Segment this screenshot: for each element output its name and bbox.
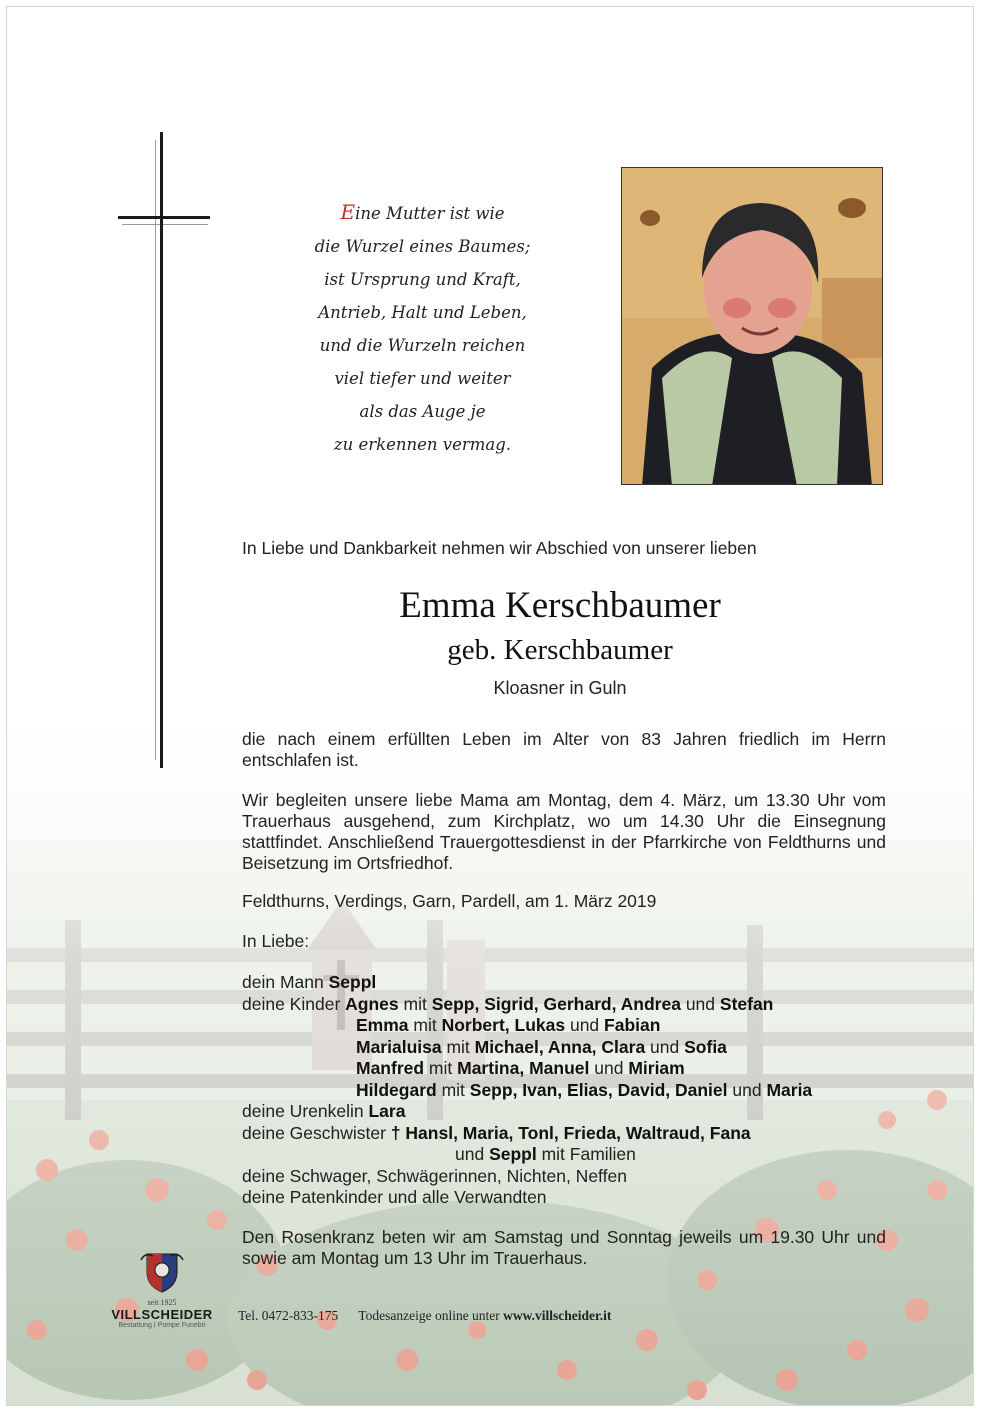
- mourner-names: Stefan: [719, 993, 774, 1014]
- mourner-row: deine Schwager, Schwägerinnen, Nichten, Neffen: [242, 1165, 627, 1186]
- mourner-names: Norbert, Lukas: [441, 1015, 566, 1035]
- logo-subtitle: Bestattung | Pompe Funebri: [118, 1322, 206, 1329]
- mourner-connector: und: [680, 993, 720, 1014]
- origin-line: Kloasner in Guln: [493, 678, 627, 698]
- mourner-row: [242, 1080, 892, 1102]
- poem-line: [250, 196, 595, 230]
- poem-line: Antrieb, Halt und Leben,: [318, 303, 527, 322]
- mourner-names: Maria: [766, 1079, 813, 1100]
- cross-shadow-vertical: [155, 140, 156, 760]
- mourner-row: [242, 994, 892, 1016]
- deceased-name: Emma Kerschbaumer: [399, 585, 721, 626]
- mourner-names: Sepp, Sigrid, Gerhard, Andrea: [431, 993, 681, 1014]
- portrait-photo: [621, 167, 883, 485]
- mourner-connector: und: [645, 1036, 685, 1057]
- mourner-relation: deine Urenkelin: [242, 1101, 369, 1121]
- mourner-names: Marialuisa: [356, 1036, 442, 1057]
- poem-line: die Wurzel eines Baumes;: [314, 237, 531, 256]
- in-love-line: In Liebe:: [242, 931, 310, 951]
- mourner-names: Agnes: [345, 993, 399, 1014]
- mourner-connector: mit Familien: [536, 1144, 636, 1164]
- mourner-connector: und: [589, 1058, 629, 1078]
- cross-crossbar: [118, 216, 210, 219]
- mourner-connector: mit: [424, 1058, 458, 1078]
- funeral-details-paragraph: Wir begleiten unsere liebe Mama am Montag, dem 4. März, um 13.30 Uhr vom Trauerhaus ausgehend, zum Kirchplatz, wo um 14.30 Uhr die Einsegnung stattfindet. Anschließend Trauergottesdienst in der Pfarrkirche von Feldthurns und Beisetzung im Ortsfriedhof.: [242, 790, 886, 873]
- mourner-row: [242, 972, 892, 994]
- cross-icon: [160, 132, 163, 768]
- coat-of-arms-icon: [139, 1250, 185, 1294]
- online-label: Todesanzeige online unter: [358, 1308, 504, 1323]
- mourner-relation: deine Geschwister: [242, 1122, 391, 1143]
- poem-line: viel tiefer und weiter: [334, 369, 511, 388]
- poem-line: und die Wurzeln reichen: [319, 336, 526, 355]
- place-date-line: Feldthurns, Verdings, Garn, Pardell, am 1. März 2019: [242, 891, 657, 911]
- phone-number: Tel. 0472-833-175: [238, 1308, 339, 1323]
- mourner-connector: mit: [398, 993, 432, 1014]
- mourner-connector: und: [565, 1015, 605, 1035]
- mourner-row: [242, 1037, 892, 1059]
- poem: [250, 196, 595, 461]
- funeral-home-logo: [102, 1250, 222, 1329]
- poem-line: zu erkennen vermag.: [333, 435, 512, 454]
- mourner-names: Seppl: [328, 972, 377, 992]
- mourner-connector: mit: [441, 1036, 475, 1057]
- cross-shadow-horizontal: [122, 224, 208, 225]
- footer: [238, 1308, 611, 1324]
- poem-first-line: ine Mutter ist wie: [355, 204, 505, 223]
- intro-line: In Liebe und Dankbarkeit nehmen wir Abschied von unserer lieben: [242, 538, 757, 558]
- maiden-name: geb. Kerschbaumer: [447, 634, 673, 666]
- mourner-row: deine Patenkinder und alle Verwandten: [242, 1187, 547, 1207]
- website-link[interactable]: www.villscheider.it: [503, 1308, 612, 1323]
- mourner-names: † Hansl, Maria, Tonl, Frieda, Waltraud, Fana: [390, 1122, 751, 1143]
- mourner-names: Hildegard: [356, 1079, 437, 1100]
- mourner-names: Sofia: [684, 1036, 727, 1057]
- logo-since: seit 1925: [147, 1298, 177, 1307]
- passing-paragraph: die nach einem erfüllten Leben im Alter von 83 Jahren friedlich im Herrn entschlafen ist.: [242, 729, 886, 770]
- mourner-names: Fabian: [604, 1015, 661, 1035]
- mourner-connector: mit: [436, 1079, 470, 1100]
- mourner-row: [242, 1015, 892, 1037]
- mourner-connector: und: [727, 1079, 767, 1100]
- mourner-row: [242, 1144, 892, 1166]
- mourner-relation: deine Kinder: [242, 993, 346, 1014]
- mourner-names: Miriam: [628, 1058, 685, 1078]
- mourner-names: Lara: [368, 1101, 406, 1121]
- rosary-paragraph: Den Rosenkranz beten wir am Samstag und Sonntag jeweils um 19.30 Uhr und sowie am Montag um 13 Uhr im Trauerhaus.: [242, 1227, 886, 1268]
- mourner-row: [242, 1101, 892, 1123]
- poem-initial: E: [340, 200, 356, 224]
- poem-line: als das Auge je: [359, 402, 486, 421]
- mourner-names: Manfred: [356, 1058, 425, 1078]
- mourner-names: Emma: [356, 1015, 409, 1035]
- mourner-row: [242, 1058, 892, 1080]
- poem-line: ist Ursprung und Kraft,: [324, 270, 521, 289]
- mourner-connector: und: [455, 1144, 490, 1164]
- mourner-names: Michael, Anna, Clara: [474, 1036, 646, 1057]
- mourner-connector: mit: [408, 1015, 442, 1035]
- mourner-names: Seppl: [489, 1144, 537, 1164]
- mourner-row: [242, 1123, 892, 1145]
- mourners-list: [242, 972, 892, 1209]
- mourner-names: Martina, Manuel: [457, 1058, 590, 1078]
- mourner-relation: dein Mann: [242, 972, 329, 992]
- mourner-names: Sepp, Ivan, Elias, David, Daniel: [469, 1079, 728, 1100]
- logo-brand: VILLSCHEIDER: [111, 1307, 213, 1322]
